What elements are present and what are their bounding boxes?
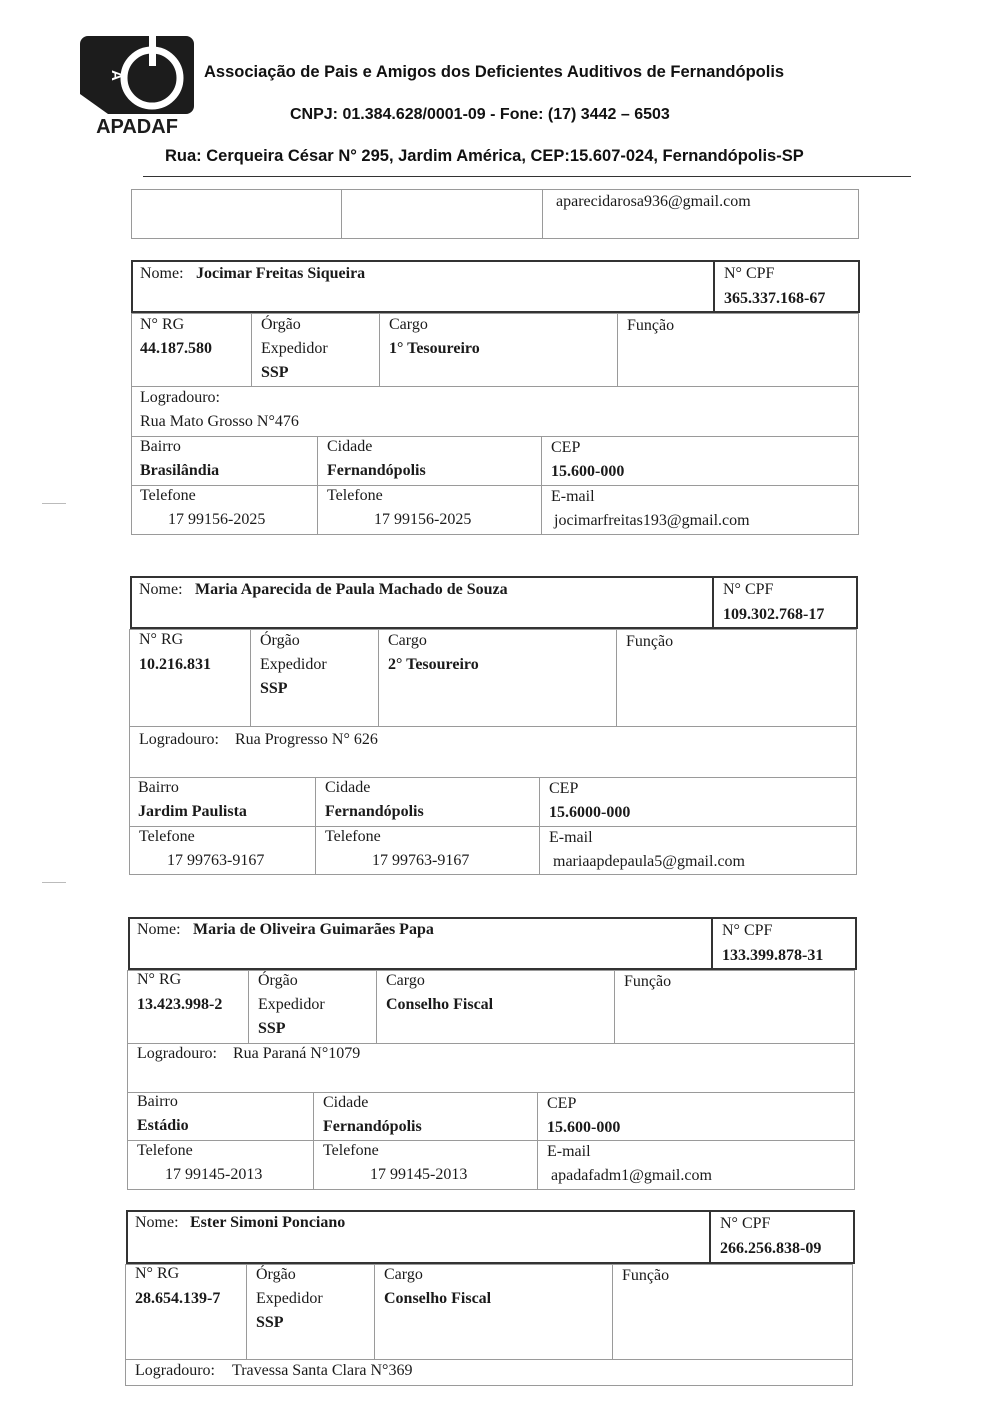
record-1-bairro-label: Bairro xyxy=(140,438,181,455)
record-3-divider xyxy=(313,1092,314,1190)
record-3-telefone1-label: Telefone xyxy=(137,1142,193,1159)
record-1-name: Jocimar Freitas Siqueira xyxy=(196,265,366,282)
record-1-telefone2: 17 99156-2025 xyxy=(374,511,472,528)
partial-record-divider xyxy=(542,189,543,239)
record-2-name: Maria Aparecida de Paula Machado de Souza xyxy=(195,581,508,598)
record-4-name: Ester Simoni Ponciano xyxy=(190,1214,346,1231)
record-2-bairro: Jardim Paulista xyxy=(138,803,247,820)
record-3-divider xyxy=(537,1092,538,1190)
organization-name: Associação de Pais e Amigos dos Deficientes Auditivos de Fernandópolis xyxy=(204,63,785,81)
record-1-cep-label: CEP xyxy=(551,439,581,456)
record-2-orgao: SSP xyxy=(260,680,288,697)
record-1-divider xyxy=(251,313,252,386)
record-3-divider xyxy=(376,970,377,1043)
record-4-cargo: Conselho Fiscal xyxy=(384,1290,492,1307)
record-1-logradouro-label: Logradouro: xyxy=(140,389,220,406)
record-4-cpf-divider xyxy=(709,1210,711,1264)
record-2-cep-label: CEP xyxy=(549,780,579,797)
record-4-row-line xyxy=(125,1359,853,1360)
record-3-logradouro: Rua Paraná N°1079 xyxy=(233,1045,361,1062)
record-1-telefone1-label: Telefone xyxy=(140,487,196,504)
record-1-cpf-label: N° CPF xyxy=(724,265,775,282)
organization-address: Rua: Cerqueira César N° 295, Jardim América, CEP:15.607-024, Fernandópolis-SP xyxy=(165,147,804,165)
record-2-name-label: Nome: xyxy=(139,581,183,598)
record-2-cargo-label: Cargo xyxy=(388,632,427,649)
record-3-logradouro-label: Logradouro: xyxy=(137,1045,217,1062)
record-1-cargo: 1° Tesoureiro xyxy=(389,340,480,357)
record-2-cidade-label: Cidade xyxy=(325,779,371,796)
record-2-row-line xyxy=(129,726,857,727)
record-1-funcao-label: Função xyxy=(627,317,675,334)
record-3-bairro: Estádio xyxy=(137,1117,189,1134)
record-2-cargo: 2° Tesoureiro xyxy=(388,656,479,673)
header-divider xyxy=(143,176,911,177)
record-4-divider xyxy=(246,1264,247,1359)
logo-letter: A xyxy=(108,70,125,81)
scan-mark xyxy=(42,503,66,504)
record-3-name: Maria de Oliveira Guimarães Papa xyxy=(193,921,434,938)
record-4-orgao-label: Órgão xyxy=(256,1266,296,1283)
record-4-divider xyxy=(612,1264,613,1359)
record-1-bairro: Brasilândia xyxy=(140,462,220,479)
logo-wordmark: APADAF xyxy=(96,116,178,136)
record-1-row-line xyxy=(131,436,859,437)
record-4-cpf: 266.256.838-09 xyxy=(720,1240,822,1257)
record-2-cpf-divider xyxy=(712,576,714,629)
record-2-divider xyxy=(378,629,379,726)
record-2-divider xyxy=(315,777,316,875)
record-3-cargo-label: Cargo xyxy=(386,972,425,989)
record-2-telefone2-label: Telefone xyxy=(325,828,381,845)
record-3-row-line xyxy=(127,1140,855,1141)
record-4-logradouro-label: Logradouro: xyxy=(135,1362,215,1379)
record-3-cep-label: CEP xyxy=(547,1095,577,1112)
record-2-email-label: E-mail xyxy=(549,829,593,846)
record-3-telefone1: 17 99145-2013 xyxy=(165,1166,263,1183)
record-3-cidade-label: Cidade xyxy=(323,1094,369,1111)
record-1-divider xyxy=(379,313,380,386)
record-3-expedidor-label: Expedidor xyxy=(258,996,325,1013)
record-4-rg: 28.654.139-7 xyxy=(135,1290,221,1307)
record-2-logradouro: Rua Progresso N° 626 xyxy=(235,731,378,748)
record-1-divider xyxy=(541,436,542,535)
record-3-divider xyxy=(248,970,249,1043)
scan-mark xyxy=(42,882,66,883)
record-4-logradouro: Travessa Santa Clara N°369 xyxy=(232,1362,413,1379)
record-3-cidade: Fernandópolis xyxy=(323,1118,422,1135)
record-1-orgao-label: Órgão xyxy=(261,316,301,333)
record-4-rg-label: N° RG xyxy=(135,1265,180,1282)
record-1-cpf-divider xyxy=(713,260,715,313)
record-2-divider xyxy=(250,629,251,726)
record-2-logradouro-label: Logradouro: xyxy=(139,731,219,748)
record-1-rg: 44.187.580 xyxy=(140,340,212,357)
record-3-name-label: Nome: xyxy=(137,921,181,938)
record-2-rg: 10.216.831 xyxy=(139,656,211,673)
record-3-telefone2-label: Telefone xyxy=(323,1142,379,1159)
record-3-row-line xyxy=(127,1092,855,1093)
record-2-telefone1: 17 99763-9167 xyxy=(167,852,265,869)
record-1-logradouro: Rua Mato Grosso N°476 xyxy=(140,413,299,430)
record-1-cargo-label: Cargo xyxy=(389,316,428,333)
record-3-orgao-label: Órgão xyxy=(258,972,298,989)
record-1-name-label: Nome: xyxy=(140,265,184,282)
partial-record-divider xyxy=(341,189,342,239)
record-2-email: mariaapdepaula5@gmail.com xyxy=(553,853,745,870)
partial-record-email: aparecidarosa936@gmail.com xyxy=(556,193,751,210)
record-1-expedidor-label: Expedidor xyxy=(261,340,328,357)
record-1-email-label: E-mail xyxy=(551,488,595,505)
record-3-funcao-label: Função xyxy=(624,973,672,990)
record-1-row-line xyxy=(131,485,859,486)
record-2-row-line xyxy=(129,826,857,827)
record-2-divider xyxy=(539,777,540,875)
record-1-row-line xyxy=(131,386,859,387)
record-4-expedidor-label: Expedidor xyxy=(256,1290,323,1307)
record-2-cpf: 109.302.768-17 xyxy=(723,606,825,623)
record-3-bairro-label: Bairro xyxy=(137,1093,178,1110)
record-1-divider xyxy=(317,436,318,535)
record-2-expedidor-label: Expedidor xyxy=(260,656,327,673)
record-4-cpf-label: N° CPF xyxy=(720,1215,771,1232)
record-4-cargo-label: Cargo xyxy=(384,1266,423,1283)
record-2-cidade: Fernandópolis xyxy=(325,803,424,820)
record-4-divider xyxy=(374,1264,375,1359)
cnpj-phone-line: CNPJ: 01.384.628/0001-09 - Fone: (17) 3442 – 6503 xyxy=(290,106,670,123)
record-2-bairro-label: Bairro xyxy=(138,779,179,796)
record-1-cep: 15.600-000 xyxy=(551,463,625,480)
record-4-orgao: SSP xyxy=(256,1314,284,1331)
record-3-cargo: Conselho Fiscal xyxy=(386,996,494,1013)
record-3-cpf-divider xyxy=(711,917,713,970)
record-1-email: jocimarfreitas193@gmail.com xyxy=(554,512,750,529)
record-1-orgao: SSP xyxy=(261,364,289,381)
record-1-cpf: 365.337.168-67 xyxy=(724,290,826,307)
record-3-telefone2: 17 99145-2013 xyxy=(370,1166,468,1183)
record-2-details xyxy=(129,629,857,875)
record-1-telefone2-label: Telefone xyxy=(327,487,383,504)
record-3-divider xyxy=(614,970,615,1043)
record-1-cidade: Fernandópolis xyxy=(327,462,426,479)
record-3-cep: 15.600-000 xyxy=(547,1119,621,1136)
record-2-telefone1-label: Telefone xyxy=(139,828,195,845)
apadaf-logo xyxy=(80,36,194,136)
record-3-cpf-label: N° CPF xyxy=(722,922,773,939)
record-2-cep: 15.6000-000 xyxy=(549,804,631,821)
record-1-cidade-label: Cidade xyxy=(327,438,373,455)
record-2-cpf-label: N° CPF xyxy=(723,581,774,598)
record-2-funcao-label: Função xyxy=(626,633,674,650)
record-3-cpf: 133.399.878-31 xyxy=(722,947,824,964)
record-1-divider xyxy=(617,313,618,386)
record-3-rg-label: N° RG xyxy=(137,971,182,988)
record-1-telefone1: 17 99156-2025 xyxy=(168,511,266,528)
record-3-rg: 13.423.998-2 xyxy=(137,996,223,1013)
record-2-divider xyxy=(616,629,617,726)
record-2-row-line xyxy=(129,777,857,778)
record-3-email-label: E-mail xyxy=(547,1143,591,1160)
record-2-orgao-label: Órgão xyxy=(260,632,300,649)
record-3-orgao: SSP xyxy=(258,1020,286,1037)
record-2-telefone2: 17 99763-9167 xyxy=(372,852,470,869)
record-1-rg-label: N° RG xyxy=(140,316,185,333)
record-4-name-label: Nome: xyxy=(135,1214,179,1231)
record-3-email: apadafadm1@gmail.com xyxy=(551,1167,712,1184)
record-2-rg-label: N° RG xyxy=(139,631,184,648)
record-4-funcao-label: Função xyxy=(622,1267,670,1284)
